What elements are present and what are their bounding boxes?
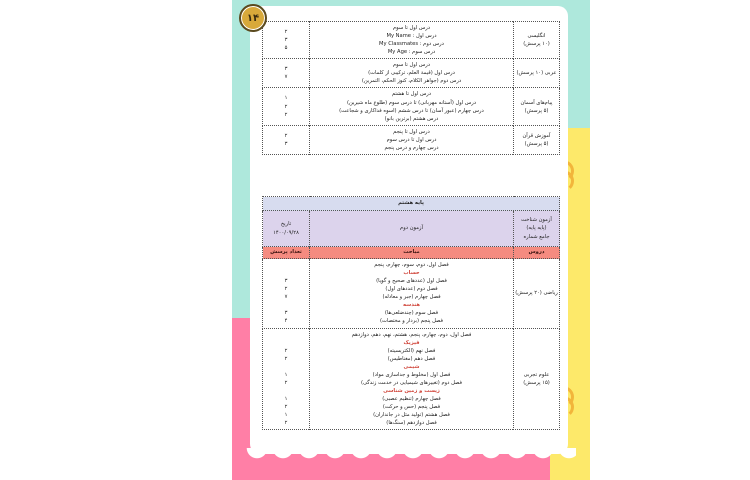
- question-count-note: (۵ پرسش): [524, 107, 549, 114]
- count-cell: [263, 88, 310, 125]
- exam-type-cell: [514, 211, 560, 247]
- topic-line: فصل اول (عددهای صحیح و گویا): [376, 278, 447, 285]
- question-count: [263, 269, 309, 277]
- topic-subheading: حساب: [403, 270, 420, 277]
- topic-line: درس اول تا پنجم: [393, 128, 430, 135]
- subject-name: انگلیسی: [527, 33, 546, 40]
- subject-cell: [514, 22, 560, 59]
- table-title-row: [263, 197, 560, 211]
- question-count: ۱: [284, 396, 288, 402]
- scalloped-edge: [246, 448, 576, 462]
- question-count: ۷: [284, 74, 288, 81]
- subject-cell: [514, 259, 560, 329]
- column-header-row: [263, 247, 560, 259]
- topics-cell: [310, 59, 514, 88]
- subject-name: پیام‌های آسمان: [520, 99, 553, 106]
- question-count: ۲: [284, 355, 288, 362]
- question-count: ۲: [284, 29, 288, 36]
- topic-line: فصل پنجم (حس و حرکت): [382, 404, 441, 411]
- question-count: ۴: [284, 318, 288, 325]
- exam-type-line: آزمون شناخت: [521, 217, 552, 224]
- topic-line: فصل نهم (الکتریسیته): [387, 347, 436, 354]
- exam-type-line: (پایه پایه): [526, 225, 547, 232]
- count-cell: [263, 328, 310, 430]
- topic-line: درس اول (آستانه مهربانی) تا درس سوم (طلوع ماه شیرین): [346, 99, 477, 106]
- table-row: [263, 125, 560, 154]
- question-count: [263, 339, 309, 347]
- header-subject: دروس: [514, 247, 560, 259]
- question-count: ۳: [284, 310, 288, 317]
- exam-info-row: [263, 211, 560, 247]
- exam-date-cell: [263, 211, 310, 247]
- exam-type-line: جامع شماره: [523, 233, 550, 240]
- subject-name: عربی (۱۰ پرسش): [516, 70, 557, 77]
- topic-line: فصل اول، دوم، سوم، چهارم، پنجم: [374, 262, 449, 268]
- page-number: ۱۴: [246, 12, 260, 24]
- question-count: ۲: [284, 379, 288, 386]
- topic-line: فصل پنجم (بردار و مختصات): [379, 318, 444, 325]
- topic-line: فصل دوازدهم (سنگ‌ها): [386, 420, 437, 427]
- topic-line: درس سوم : My Age: [387, 49, 436, 56]
- table-row: [263, 259, 560, 329]
- subject-name: ریاضی (۲۰ پرسش): [515, 290, 558, 297]
- subject-cell: [514, 88, 560, 125]
- count-cell: [263, 125, 310, 154]
- topic-subheading: فیزیک: [403, 339, 420, 346]
- question-count: ۳: [284, 140, 288, 147]
- topic-line: درس چهارم و درس پنجم: [384, 144, 439, 151]
- table-row: [263, 59, 560, 88]
- header-topics: مباحث: [310, 247, 514, 259]
- topic-line: فصل دوم (عددهای اول): [385, 286, 438, 293]
- topic-line: درس اول تا درس سوم: [386, 136, 437, 143]
- topic-line: درس اول تا هشتم: [391, 91, 432, 98]
- table-row: [263, 328, 560, 430]
- topic-line: فصل اول (مخلوط و جداسازی مواد): [372, 371, 451, 378]
- page-number-badge: [239, 4, 267, 32]
- topic-subheading: شیمی: [403, 363, 420, 370]
- subject-name: آموزش قرآن: [522, 132, 551, 139]
- question-count: ۳: [284, 37, 288, 44]
- subject-name: علوم تجربی: [523, 371, 550, 378]
- topic-line: فصل دوم (تغییرهای شیمیایی در خدمت زندگی): [360, 379, 463, 386]
- topic-line: فصل سوم (چندضلعی‌ها): [384, 310, 439, 317]
- count-cell: [263, 22, 310, 59]
- question-count: [263, 301, 309, 309]
- question-count: [263, 387, 309, 395]
- subject-cell: [514, 328, 560, 430]
- topic-line: درس اول تا سوم: [392, 25, 431, 31]
- topic-subheading: هندسه: [403, 302, 420, 309]
- topics-cell: [310, 328, 514, 430]
- subject-cell: [514, 125, 560, 154]
- topics-cell: [310, 88, 514, 125]
- question-count: ۲: [284, 286, 288, 293]
- date-value: ۱۴۰۰/۰۹/۲۸: [273, 229, 299, 236]
- table-title: پایه هشتم: [263, 197, 560, 211]
- question-count: ۲: [284, 111, 288, 118]
- subject-cell: [514, 59, 560, 88]
- question-count: ۵: [284, 45, 288, 52]
- header-count: تعداد پرسش: [263, 247, 310, 259]
- question-count: [263, 363, 309, 371]
- topic-line: درس هشتم (برترین بانو): [384, 115, 439, 122]
- question-count: ۲: [284, 132, 288, 139]
- question-count: ۲: [284, 103, 288, 110]
- question-count-note: (۱۵ پرسش): [523, 379, 550, 386]
- topic-subheading: زیست و زمین شناسی: [383, 387, 440, 394]
- exam-name: آزمون دوم: [310, 211, 514, 247]
- topic-line: فصل چهارم (تنظیم عصبی): [382, 396, 441, 402]
- topic-line: درس چهارم (عبور آسان) تا درس ششم (اسوه فداکاری و شجاعت): [339, 107, 484, 114]
- table-row: [263, 88, 560, 125]
- syllabus-table-continued: [262, 21, 560, 155]
- question-count-note: (۱۰ پرسش): [523, 41, 550, 48]
- date-label: تاریخ: [280, 221, 292, 228]
- table-row: [263, 22, 560, 59]
- question-count: ۲: [284, 404, 288, 411]
- question-count: ۳: [284, 66, 288, 73]
- count-cell: [263, 59, 310, 88]
- question-count: ۳: [284, 278, 288, 285]
- topic-line: درس دوم (جواهر الکلام، کنوز الحکم، التمرین): [361, 78, 462, 85]
- question-count: ۱: [284, 95, 288, 102]
- topic-line: درس اول (قیمة العلم، ترکیبی از کلمات): [368, 70, 455, 77]
- question-count-note: (۵ پرسش): [524, 140, 549, 147]
- topics-cell: [310, 125, 514, 154]
- question-count: [263, 261, 309, 269]
- topics-cell: [310, 259, 514, 329]
- topic-line: درس دوم : My Classmates: [379, 41, 444, 48]
- worksheet-page: [232, 0, 590, 480]
- topic-line: فصل اول، دوم، چهارم، پنجم، هشتم، نهم، دهم، دوازدهم: [351, 331, 472, 338]
- question-count: ۱: [284, 412, 288, 419]
- count-cell: [263, 259, 310, 329]
- question-count: ۲: [284, 347, 288, 354]
- question-count: ۱: [284, 371, 288, 378]
- topic-line: فصل هشتم (تولید مثل در جانداران): [373, 412, 450, 419]
- question-count: ۷: [284, 294, 288, 301]
- topic-line: فصل دهم (مغناطیس): [387, 355, 436, 362]
- topic-line: فصل چهارم (جبر و معادله): [382, 294, 441, 301]
- topics-cell: [310, 22, 514, 59]
- topic-line: درس اول : My Name: [386, 33, 437, 40]
- question-count: [263, 331, 309, 339]
- topic-line: درس اول تا سوم: [392, 62, 431, 69]
- question-count: ۲: [284, 420, 288, 427]
- grade-8-syllabus-table: [262, 196, 560, 430]
